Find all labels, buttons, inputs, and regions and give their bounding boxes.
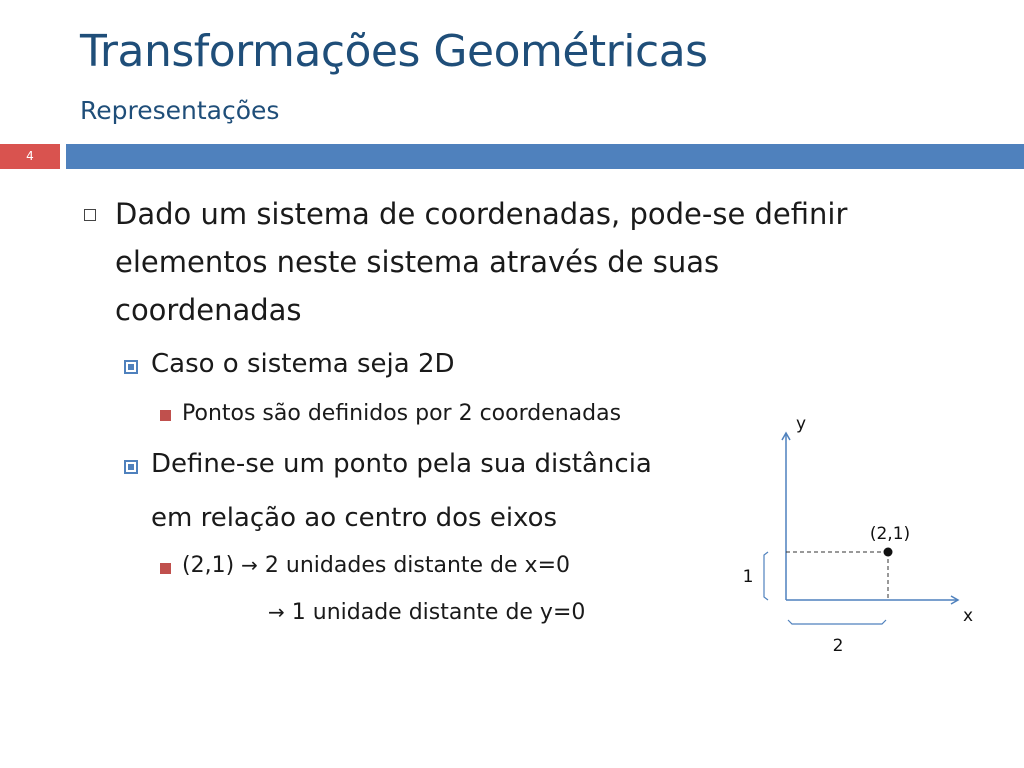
point-marker bbox=[884, 548, 893, 557]
bullet1-line3: coordenadas bbox=[115, 293, 302, 327]
sub2-line1: Define-se um ponto pela sua distância bbox=[151, 449, 652, 479]
slide-number: 4 bbox=[0, 144, 60, 169]
slide-subtitle: Representações bbox=[80, 96, 280, 125]
distance-y-text: 1 unidade distante de y=0 bbox=[291, 600, 586, 625]
sub2-line2: em relação ao centro dos eixos bbox=[151, 503, 558, 533]
red-square-bullet-icon bbox=[160, 410, 171, 421]
x-measure-label: 2 bbox=[832, 636, 844, 656]
y-brace bbox=[764, 552, 768, 600]
slide-title: Transformações Geométricas bbox=[80, 26, 708, 77]
sub1-item-text: Pontos são definidos por 2 coordenadas bbox=[182, 401, 622, 426]
x-brace bbox=[788, 620, 886, 624]
right-arrow-icon: → bbox=[241, 553, 258, 577]
hollow-square-bullet-icon bbox=[84, 209, 96, 221]
distance-x-text: 2 unidades distante de x=0 bbox=[264, 553, 570, 578]
sub1-text: Caso o sistema seja 2D bbox=[151, 349, 455, 379]
coordinate-diagram bbox=[730, 405, 1000, 665]
boxed-square-bullet-icon bbox=[124, 460, 138, 474]
y-axis-label: y bbox=[795, 414, 807, 434]
sub2-item-line1 bbox=[182, 553, 570, 578]
y-measure-label: 1 bbox=[742, 567, 754, 587]
bullet1-line2: elementos neste sistema através de suas bbox=[115, 245, 720, 279]
x-axis-label: x bbox=[962, 606, 974, 626]
point-prefix: (2,1) bbox=[182, 553, 235, 578]
red-square-bullet-icon bbox=[160, 563, 171, 574]
bullet1-line1: Dado um sistema de coordenadas, pode-se definir bbox=[115, 197, 848, 231]
header-bar bbox=[66, 144, 1024, 169]
right-arrow-icon: → bbox=[268, 600, 285, 624]
sub2-item-line2 bbox=[268, 600, 585, 625]
point-label: (2,1) bbox=[869, 524, 911, 544]
boxed-square-bullet-icon bbox=[124, 360, 138, 374]
